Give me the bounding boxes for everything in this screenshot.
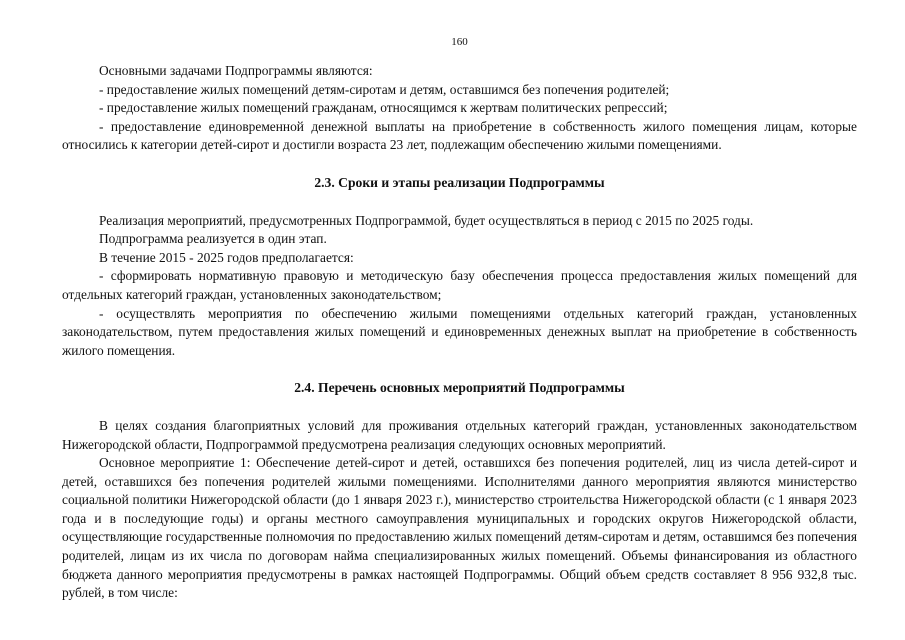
task-item: - предоставление единовременной денежной выплаты на приобретение в собственность жилого помещения лицам, которые относились к категории детей-сирот и достигли возраста 23 лет, подлежащим обеспечению жилыми помещениями.: [62, 118, 857, 153]
task-item: - предоставление жилых помещений гражданам, относящимся к жертвам политических репрессий;: [99, 100, 668, 116]
paragraph: В целях создания благоприятных условий для проживания отдельных категорий граждан, установленных законодательством Нижегородской области, Подпрограммой предусмотрена реализация следующих основных мероприятий.: [62, 417, 857, 452]
task-item: - предоставление жилых помещений детям-сиротам и детям, оставшимся без попечения родителей;: [99, 81, 670, 97]
paragraph: Подпрограмма реализуется в один этап.: [99, 231, 327, 247]
page-number: 160: [451, 36, 468, 48]
section-heading-2-3: 2.3. Сроки и этапы реализации Подпрограммы: [314, 174, 605, 190]
tasks-intro: Основными задачами Подпрограммы являются:: [99, 63, 373, 78]
document-body: [62, 62, 857, 603]
paragraph: В течение 2015 - 2025 годов предполагается:: [99, 249, 354, 265]
paragraph: Реализация мероприятий, предусмотренных Подпрограммой, будет осуществляться в период с 2015 по 2025 годы.: [99, 212, 754, 228]
section-heading-2-4: 2.4. Перечень основных мероприятий Подпрограммы: [294, 380, 625, 396]
paragraph: - сформировать нормативную правовую и методическую базу обеспечения процесса предоставления жилых помещений для отдельных категорий граждан, установленных законодательством;: [62, 268, 857, 302]
paragraph: - осуществлять мероприятия по обеспечению жилыми помещениями отдельных категорий граждан, установленных законодательством, путем предоставления жилых помещений и единовременных денежных выплат на приобретение в собственность жилого помещения.: [62, 305, 857, 358]
paragraph: Основное мероприятие 1: Обеспечение детей-сирот и детей, оставшихся без попечения родителей, лиц из числа детей-сирот и детей, оставшихся без попечения родителей жилыми помещениями. Исполнителями данного мероприятия являются министерство социальной политики Нижегородской области (до 1 января 2023 г.), министерство строительства Нижегородской области (с 1 января 2023 года и в последующие годы) и органы местного самоуправления муниципальных и городских округов Нижегородской области, осуществляющие государственные полномочия по предоставлению жилых помещений детям-сиротам и детям, оставшимся без попечения родителей, лицам из их числа по договорам найма специализированных жилых помещений. Объемы финансирования из областного бюджета данного мероприятия предусмотрены в рамках настоящей Подпрограммы. Общий объем средств составляет 8 956 932,8 тыс. рублей, в том числе:: [62, 455, 857, 601]
